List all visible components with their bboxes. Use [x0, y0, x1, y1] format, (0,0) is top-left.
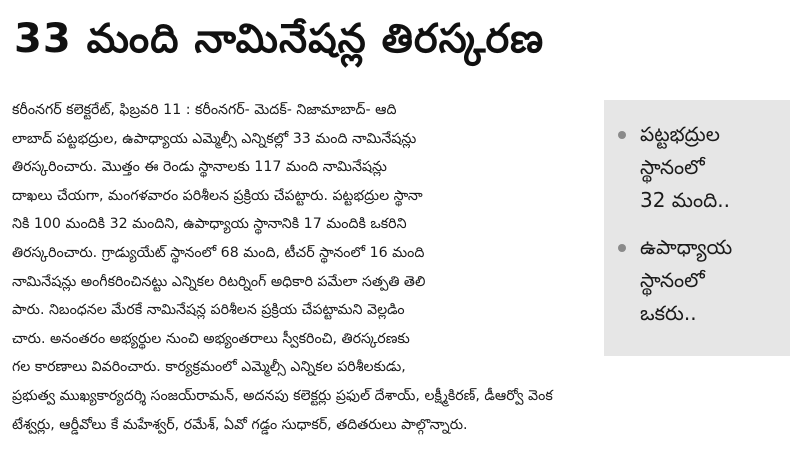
highlight-line: స్థానంలో [640, 268, 705, 292]
article-line: కరీంనగర్ కలెక్టరేట్, ఫిబ్రవరి 11 : కరీంనగర్- మెదక్- నిజామాబాద్- ఆది [12, 102, 397, 118]
article-line: దాఖలు చేయగా, మంగళవారం పరిశీలన ప్రక్రియ చేపట్టారు. పట్టభద్రుల స్థానా [12, 187, 423, 204]
article-line: తిరస్కరించారు. మొత్తం ఈ రెండు స్థానాలకు 117 మంది నామినేషన్లు [12, 159, 387, 176]
article-line: టేశ్వర్లు, ఆర్డీవోలు కే మహేశ్వర్, రమేశ్, ఏవో గడ్డం సుధాకర్, తదితరులు పాల్గొన్నారు. [12, 416, 468, 433]
headline: 33 మంది నామినేషన్ల తిరస్కరణ [14, 16, 545, 62]
highlight-box [604, 100, 790, 356]
article-line: లాబాద్ పట్టభద్రుల, ఉపాధ్యాయ ఎమ్మెల్సీ ఎన్నికల్లో 33 మంది నామినేషన్లు [12, 130, 417, 147]
highlight-item [618, 231, 780, 330]
highlight-line: ఒకరు.. [640, 301, 697, 325]
highlight-line: ఉపాధ్యాయ [640, 235, 733, 259]
article-line: చారు. అనంతరం అభ్యర్థుల నుంచి అభ్యంతరాలు స్వీకరించి, తిరస్కరణకు [12, 330, 410, 347]
article-line: తిరస్కరించారు. గ్రాడ్యుయేట్ స్థానంలో 68 మంది, టీచర్ స్థానంలో 16 మంది [12, 244, 425, 261]
highlight-line: 32 మంది.. [640, 188, 730, 212]
highlight-item [618, 118, 780, 217]
bullet-icon [618, 244, 626, 252]
article-body [12, 96, 602, 439]
article-line: గల కారణాలు వివరించారు. కార్యక్రమంలో ఎమ్మెల్సీ ఎన్నికల పరిశీలకుడు, [12, 359, 406, 376]
article-line: ప్రభుత్వ ముఖ్యకార్యదర్శి సంజయ్‌రామన్, అదనపు కలెక్టర్లు ప్రఫుల్ దేశాయ్, లక్ష్మీకిరణ్, డీఆర్వో వెంక [12, 387, 553, 404]
highlight-text [640, 231, 732, 330]
article-line: నికి 100 మందికి 32 మందిని, ఉపాధ్యాయ స్థానానికి 17 మందికి ఒకరిని [12, 216, 407, 233]
highlight-line: స్థానంలో [640, 155, 705, 179]
article-line: పారు. నిబంధనల మేరకే నామినేషన్ల పరిశీలన ప్రక్రియ చేపట్టామని వెల్లడిం [12, 302, 405, 319]
bullet-icon [618, 131, 626, 139]
highlight-line: పట్టభద్రుల [640, 122, 720, 146]
highlight-text [640, 118, 730, 217]
article-line: నామినేషన్లు అంగీకరించినట్టు ఎన్నికల రిటర్నింగ్ అధికారి పమేలా సత్పతి తెలి [12, 273, 426, 290]
